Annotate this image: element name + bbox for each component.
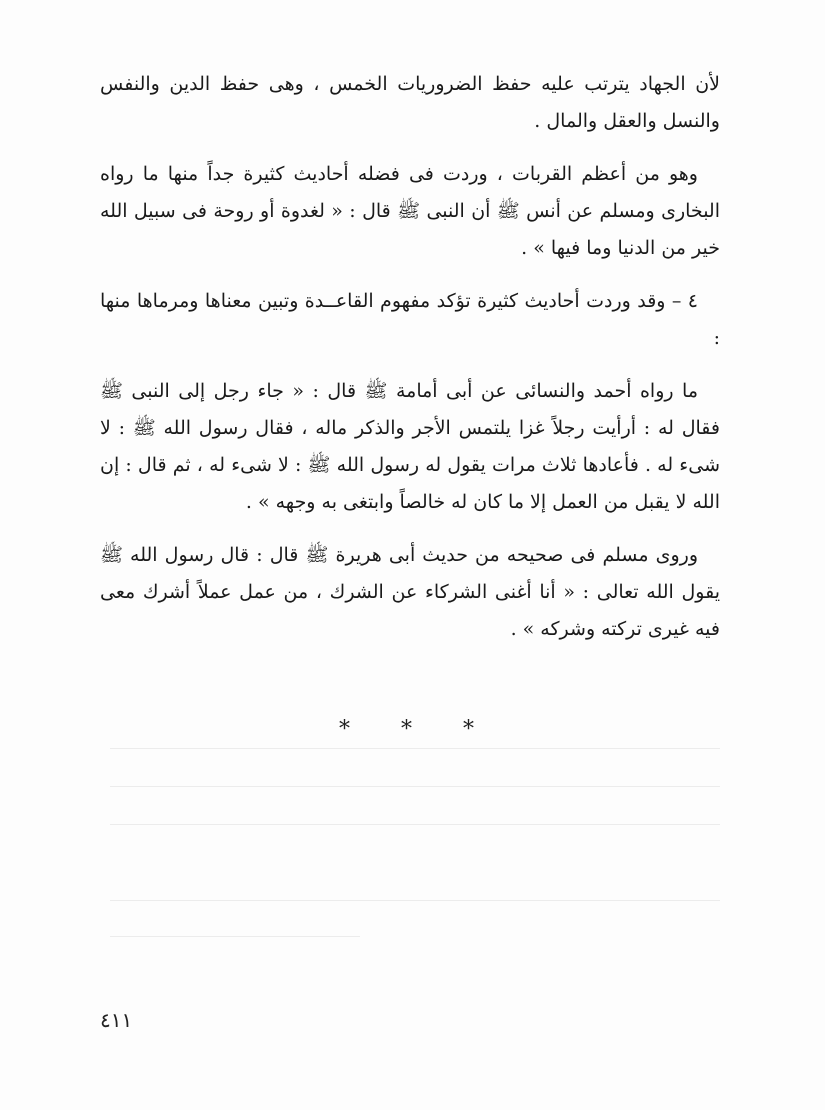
paragraph-jihad-necessities: لأن الجهاد يترتب عليه حفظ الضروريات الخمس ، وهى حفظ الدين والنفس والنسل والعقل والمال .	[100, 73, 720, 132]
show-through-line	[110, 936, 360, 937]
paragraph-rule-hadiths-intro: ٤ – وقد وردت أحاديث كثيرة تؤكد مفهوم القاعــدة وتبين معناها ومرماها منها :	[100, 290, 720, 349]
show-through-line	[110, 900, 720, 901]
show-through-line	[110, 786, 720, 787]
show-through-line	[110, 748, 720, 749]
paragraph-abu-hurayra-hadith: وروى مسلم فى صحيحه من حديث أبى هريرة ﷺ قال : قال رسول الله ﷺ يقول الله تعالى : « أنا أغنى الشركاء عن الشرك ، من عمل عملاً أشرك معى فيه غيرى تركته وشركه » .	[100, 544, 720, 640]
show-through-line	[110, 824, 720, 825]
section-separator: * * *	[339, 717, 496, 742]
page-number: ٤١١	[100, 1008, 133, 1032]
paragraph-abu-umama-hadith: ما رواه أحمد والنسائى عن أبى أمامة ﷺ قال : « جاء رجل إلى النبى ﷺ فقال له : أرأيت رجلاً غزا يلتمس الأجر والذكر ماله ، فقال رسول الله ﷺ : لا شىء له . فأعادها ثلاث مرات يقول له رسول الله ﷺ : لا شىء له ، ثم قال : إن الله لا يقبل من العمل إلا ما كان له خالصاً وابتغى به وجهه » .	[100, 380, 720, 513]
body-text	[100, 66, 720, 664]
paragraph-virtue-hadith: وهو من أعظم القربات ، وردت فى فضله أحاديث كثيرة جداً منها ما رواه البخارى ومسلم عن أنس ﷺ أن النبى ﷺ قال : « لغدوة أو روحة فى سبيل الله خير من الدنيا وما فيها » .	[100, 163, 720, 259]
